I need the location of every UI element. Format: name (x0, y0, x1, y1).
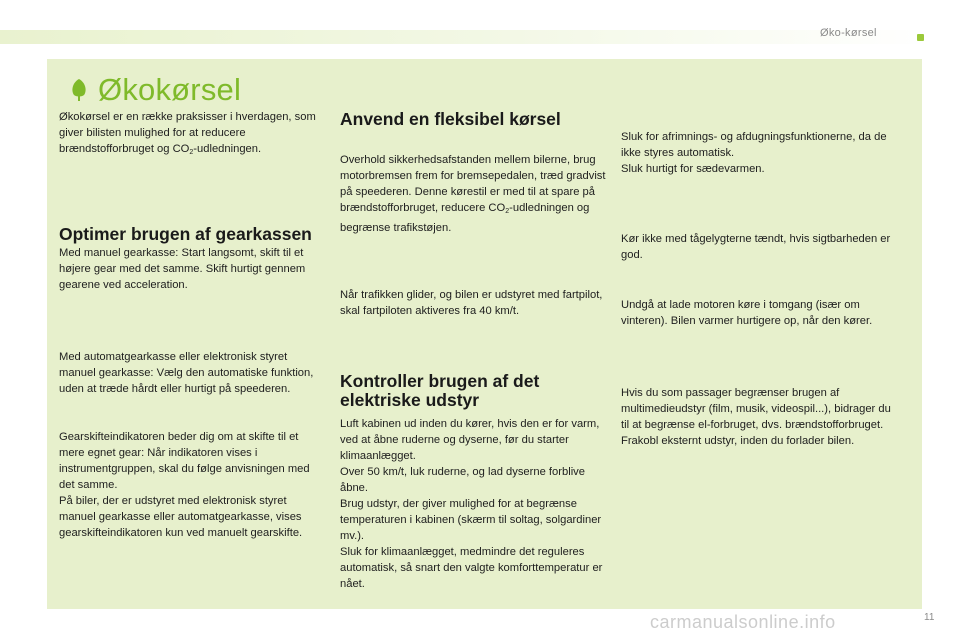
right-idle (621, 297, 891, 329)
eco-leaf-icon (68, 78, 90, 102)
gear-paragraph-3: Gearskifteindikatoren beder dig om at skifte til et mere egnet gear: Når indikatoren vises i instrumentgruppen, skal du følge anvisningen med det samme. (59, 431, 310, 491)
flex-section (340, 110, 608, 236)
page-number: 11 (924, 612, 935, 623)
electric-paragraph-2: Over 50 km/t, luk ruderne, og lad dyserne forblive åbne. (340, 466, 585, 494)
header-marker (917, 34, 924, 41)
header-bar (0, 30, 935, 44)
electric-heading: Kontroller brugen af det elektriske udstyr (340, 371, 540, 410)
gear-paragraph-2: Med automatgearkasse eller elektronisk styret manuel gearkasse: Vælg den automatiske funktion, uden at træde hårdt eller hurtigt på speederen. (59, 351, 314, 395)
header-title: Øko-kørsel (820, 27, 877, 39)
flex-paragraph-2: Når trafikken glider, og bilen er udstyret med fartpilot, skal fartpiloten aktiveres fra 40 km/t. (340, 289, 603, 317)
right-defrost (621, 129, 891, 177)
right-paragraph-6: Frakobl eksternt udstyr, inden du forlader bilen. (621, 435, 855, 447)
gear-section (59, 225, 321, 293)
electric-paragraph-1: Luft kabinen ud inden du kører, hvis den er for varm, ved at åbne ruderne og dyserne, før du starter klimaanlægget. (340, 418, 600, 462)
right-paragraph-1: Sluk for afrimnings- og afdugningsfunktionerne, da de ikke styres automatisk. (621, 131, 887, 159)
right-foglights (621, 231, 891, 263)
flex-paragraph-1: Overhold sikkerhedsafstanden mellem bilerne, brug motorbremsen frem for bremsepedalen, træd gradvist på speederen. Denne kørestil er med til at spare på brændstofforbruget, reducere $CO_2$-udledningen og begrænse trafikstøjen. (340, 154, 606, 234)
gear-paragraph-4: På biler, der er udstyret med elektronisk styret manuel gearkasse eller automatgearkasse, vises gearskifteindikatoren kun ved manuelt gearskifte. (59, 495, 303, 539)
gear-indicator (59, 429, 321, 541)
right-multimedia (621, 385, 891, 449)
intro-text: Økokørsel er en række praksisser i hverdagen, som giver bilisten mulighed for at reducere brændstofforbruget og $CO_2$-udledningen. (59, 111, 316, 156)
right-paragraph-3: Kør ikke med tågelygterne tændt, hvis sigtbarheden er god. (621, 233, 891, 261)
electric-section (340, 372, 608, 592)
gear-automatic (59, 349, 321, 397)
electric-paragraph-3: Brug udstyr, der giver mulighed for at begrænse temperaturen i kabinen (skærm til soltag, solgardiner mv.). (340, 498, 602, 542)
right-paragraph-2: Sluk hurtigt for sædevarmen. (621, 163, 765, 175)
gear-heading: Optimer brugen af gearkassen (59, 224, 312, 244)
flex-cruise (340, 287, 608, 319)
right-paragraph-5: Hvis du som passager begrænser brugen af multimedieudstyr (film, musik, videospil...), bidrager du til at begrænse el-forbruget, dvs. brændstofforbruget. (621, 387, 891, 431)
page-title: Økokørsel (98, 72, 242, 107)
column-left (59, 109, 321, 161)
gear-paragraph-1: Med manuel gearkasse: Start langsomt, skift til et højere gear med det samme. Skift hurtigt gennem gearene ved acceleration. (59, 247, 306, 291)
flex-heading: Anvend en fleksibel kørsel (340, 109, 561, 129)
page-title-block (68, 72, 241, 108)
watermark: carmanualsonline.info (650, 612, 836, 632)
electric-paragraph-4: Sluk for klimaanlægget, medmindre det reguleres automatisk, så snart den valgte komforttemperatur er nået. (340, 546, 603, 590)
right-paragraph-4: Undgå at lade motoren køre i tomgang (især om vinteren). Bilen varmer hurtigere op, når den kører. (621, 299, 873, 327)
